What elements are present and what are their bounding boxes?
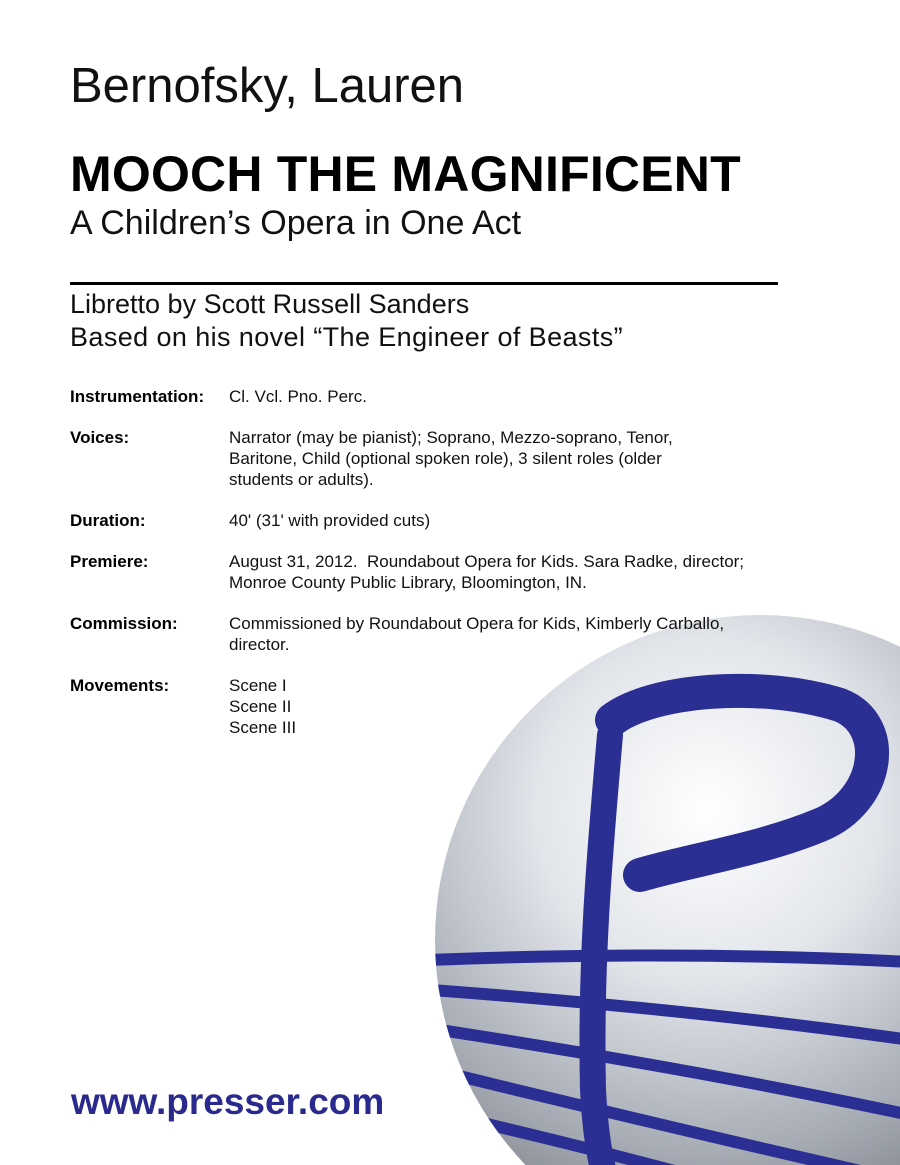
voices-line: Baritone, Child (optional spoken role), 3 silent roles (older xyxy=(229,449,662,468)
movement-item: Scene III xyxy=(229,718,297,737)
premiere-row xyxy=(70,551,790,593)
instrumentation-value: Cl. Vcl. Pno. Perc. xyxy=(229,387,367,406)
movements-list xyxy=(229,675,790,738)
voices-line: Narrator (may be pianist); Soprano, Mezzo-soprano, Tenor, xyxy=(229,428,673,447)
movement-item: Scene I xyxy=(229,676,287,695)
commission-value xyxy=(229,613,790,655)
instrumentation-label: Instrumentation: xyxy=(70,387,205,406)
work-title: MOOCH THE MAGNIFICENT xyxy=(70,146,741,202)
commission-row xyxy=(70,613,790,655)
commission-line: Commissioned by Roundabout Opera for Kids, Kimberly Carballo, xyxy=(229,614,725,633)
duration-label: Duration: xyxy=(70,511,146,530)
voices-row xyxy=(70,427,790,490)
based-on-credit: Based on his novel “The Engineer of Beasts” xyxy=(70,322,624,352)
instrumentation-row xyxy=(70,386,790,407)
premiere-line: August 31, 2012. Roundabout Opera for Kids. Sara Radke, director; xyxy=(229,552,745,571)
composer-name: Bernofsky, Lauren xyxy=(70,59,465,113)
commission-line: director. xyxy=(229,635,290,654)
premiere-label: Premiere: xyxy=(70,552,149,571)
voices-label: Voices: xyxy=(70,428,130,447)
premiere-line: Monroe County Public Library, Bloomington, IN. xyxy=(229,573,587,592)
voices-value xyxy=(229,427,790,490)
movement-item: Scene II xyxy=(229,697,292,716)
duration-value: 40' (31' with provided cuts) xyxy=(229,511,431,530)
voices-line: students or adults). xyxy=(229,470,374,489)
movements-row xyxy=(70,675,790,738)
libretto-credit: Libretto by Scott Russell Sanders xyxy=(70,289,470,319)
staff-line xyxy=(430,955,900,962)
publisher-url[interactable]: www.presser.com xyxy=(71,1081,385,1122)
commission-label: Commission: xyxy=(70,614,178,633)
duration-row xyxy=(70,510,790,531)
title-divider xyxy=(70,282,778,285)
work-details xyxy=(70,386,790,758)
premiere-value xyxy=(229,551,790,593)
movements-label: Movements: xyxy=(70,676,170,695)
work-subtitle: A Children’s Opera in One Act xyxy=(70,204,522,242)
